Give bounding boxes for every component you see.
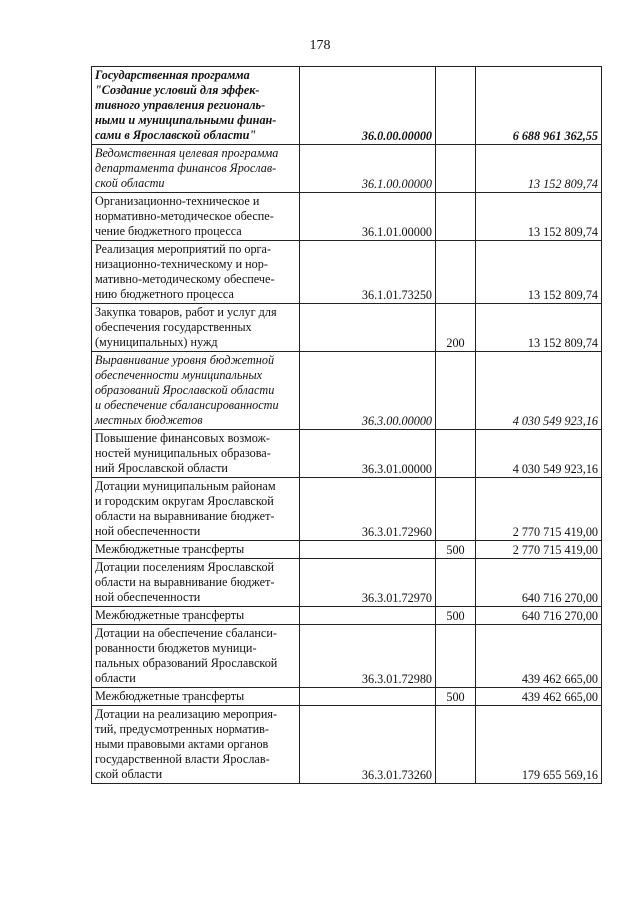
row-name: Дотации на обеспечение сбаланси- рованности бюджетов муници- пальных образований Ярославской области (95, 626, 278, 685)
row-amount: 13 152 809,74 (476, 193, 602, 241)
row-expense-type (436, 559, 476, 607)
row-amount: 2 770 715 419,00 (476, 541, 602, 559)
row-code (300, 304, 436, 352)
row-name-cell (92, 688, 300, 706)
row-expense-type (436, 625, 476, 688)
row-expense-type (436, 352, 476, 430)
row-expense-type (436, 241, 476, 304)
row-name-cell (92, 352, 300, 430)
row-amount: 13 152 809,74 (476, 304, 602, 352)
table-row (92, 688, 602, 706)
row-amount: 179 655 569,16 (476, 706, 602, 784)
table-row (92, 352, 602, 430)
row-name-cell (92, 625, 300, 688)
row-code: 36.1.01.73250 (300, 241, 436, 304)
row-name: Закупка товаров, работ и услуг для обеспечения государственных (муниципальных) нужд (95, 305, 277, 349)
row-code: 36.1.00.00000 (300, 145, 436, 193)
table-row (92, 559, 602, 607)
row-name-cell (92, 241, 300, 304)
row-expense-type (436, 706, 476, 784)
row-amount: 13 152 809,74 (476, 145, 602, 193)
row-expense-type (436, 430, 476, 478)
row-amount: 6 688 961 362,55 (476, 67, 602, 145)
row-code: 36.3.01.00000 (300, 430, 436, 478)
row-amount: 4 030 549 923,16 (476, 352, 602, 430)
page-number: 178 (309, 38, 331, 53)
row-expense-type (436, 193, 476, 241)
row-name: Выравнивание уровня бюджетной обеспеченности муниципальных образований Ярославской области и обеспечение сбалансированности местных бюджетов (95, 353, 279, 427)
row-name-cell (92, 478, 300, 541)
row-code: 36.3.01.73260 (300, 706, 436, 784)
row-amount: 4 030 549 923,16 (476, 430, 602, 478)
row-name-cell (92, 706, 300, 784)
table-row (92, 706, 602, 784)
row-name: Межбюджетные трансферты (95, 608, 245, 622)
table-row (92, 541, 602, 559)
budget-table (91, 66, 602, 784)
table-row (92, 304, 602, 352)
table-row (92, 607, 602, 625)
row-code: 36.0.00.00000 (300, 67, 436, 145)
budget-table-body (92, 67, 602, 784)
table-row (92, 67, 602, 145)
row-code (300, 688, 436, 706)
row-name-cell (92, 559, 300, 607)
row-code (300, 541, 436, 559)
row-code: 36.3.01.72960 (300, 478, 436, 541)
row-amount: 13 152 809,74 (476, 241, 602, 304)
row-name: Межбюджетные трансферты (95, 542, 245, 556)
row-expense-type: 500 (436, 541, 476, 559)
row-name: Дотации муниципальным районам и городским округам Ярославской области на выравнивание бюджет- ной обеспеченности (95, 479, 276, 538)
row-expense-type: 500 (436, 688, 476, 706)
row-code: 36.1.01.00000 (300, 193, 436, 241)
row-name: Дотации поселениям Ярославской области на выравнивание бюджет- ной обеспеченности (95, 560, 275, 604)
row-code (300, 607, 436, 625)
row-name-cell (92, 67, 300, 145)
row-amount: 640 716 270,00 (476, 607, 602, 625)
row-code: 36.3.00.00000 (300, 352, 436, 430)
row-expense-type (436, 145, 476, 193)
table-row (92, 193, 602, 241)
row-amount: 439 462 665,00 (476, 625, 602, 688)
row-name: Повышение финансовых возмож- ностей муниципальных образова- ний Ярославской области (95, 431, 271, 475)
table-row (92, 430, 602, 478)
row-name-cell (92, 304, 300, 352)
row-amount: 2 770 715 419,00 (476, 478, 602, 541)
row-name: Межбюджетные трансферты (95, 689, 245, 703)
row-amount: 439 462 665,00 (476, 688, 602, 706)
table-row (92, 478, 602, 541)
row-name: Реализация мероприятий по орга- низационно-техническому и нор- мативно-методическому обеспече- нию бюджетного процесса (95, 242, 275, 301)
row-name-cell (92, 607, 300, 625)
row-name-cell (92, 145, 300, 193)
table-row (92, 241, 602, 304)
row-name: Ведомственная целевая программа департамента финансов Ярослав- ской области (95, 146, 279, 190)
row-name: Дотации на реализацию мероприя- тий, предусмотренных норматив- ными правовыми актами органов государственной власти Ярослав- ской области (95, 707, 278, 781)
table-row (92, 145, 602, 193)
row-name-cell (92, 193, 300, 241)
table-row (92, 625, 602, 688)
row-expense-type: 500 (436, 607, 476, 625)
row-expense-type (436, 67, 476, 145)
row-name: Государственная программа "Создание условий для эффек- тивного управления региональ- ными и муниципальными финан- сами в Ярославской области" (95, 68, 277, 142)
row-code: 36.3.01.72970 (300, 559, 436, 607)
row-code: 36.3.01.72980 (300, 625, 436, 688)
row-amount: 640 716 270,00 (476, 559, 602, 607)
row-name: Организационно-техническое и нормативно-методическое обеспе- чение бюджетного процесса (95, 194, 274, 238)
row-name-cell (92, 430, 300, 478)
row-expense-type (436, 478, 476, 541)
row-expense-type: 200 (436, 304, 476, 352)
row-name-cell (92, 541, 300, 559)
